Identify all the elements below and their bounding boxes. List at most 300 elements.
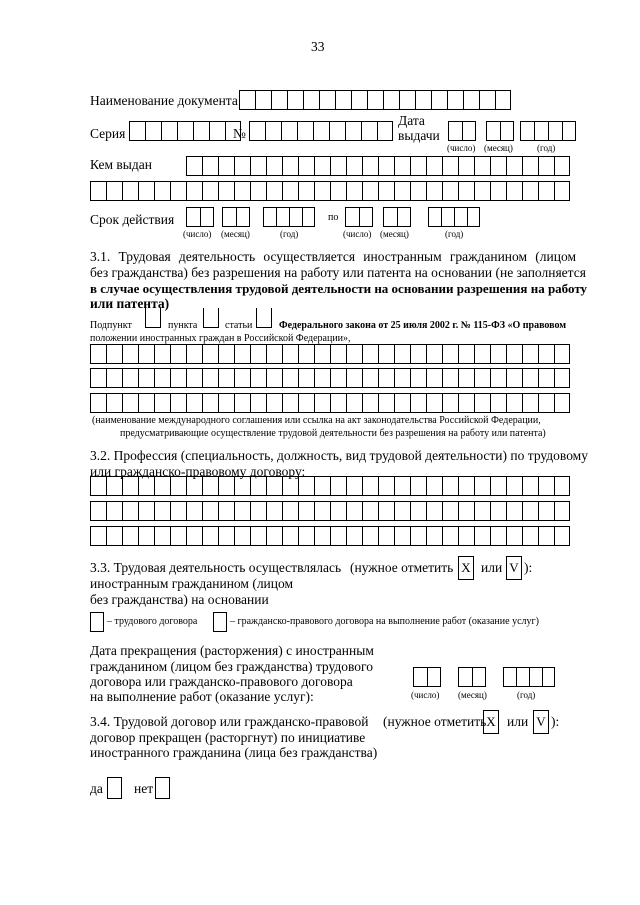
char-cell[interactable] xyxy=(346,368,362,388)
char-cell[interactable] xyxy=(138,476,154,496)
char-cell[interactable] xyxy=(345,207,359,227)
char-cell[interactable] xyxy=(298,181,314,201)
char-cell[interactable] xyxy=(442,368,458,388)
char-cell[interactable] xyxy=(554,181,570,201)
char-cell[interactable] xyxy=(186,393,202,413)
char-cell[interactable] xyxy=(486,121,500,141)
char-cell[interactable] xyxy=(129,121,145,141)
char-cell[interactable] xyxy=(287,90,303,110)
char-cell[interactable] xyxy=(122,501,138,521)
char-cell[interactable] xyxy=(394,156,410,176)
char-cell[interactable] xyxy=(186,501,202,521)
char-cell[interactable] xyxy=(106,344,122,364)
char-cell[interactable] xyxy=(170,181,186,201)
char-cell[interactable] xyxy=(562,121,576,141)
char-cell[interactable] xyxy=(522,368,538,388)
char-cell[interactable] xyxy=(458,667,472,687)
char-cell[interactable] xyxy=(298,393,314,413)
char-cell[interactable] xyxy=(362,368,378,388)
char-cell[interactable] xyxy=(202,181,218,201)
termination-year-cells[interactable] xyxy=(503,667,555,687)
char-cell[interactable] xyxy=(410,344,426,364)
char-cell[interactable] xyxy=(202,156,218,176)
char-cell[interactable] xyxy=(490,181,506,201)
char-cell[interactable] xyxy=(490,393,506,413)
char-cell[interactable] xyxy=(529,667,542,687)
char-cell[interactable] xyxy=(383,90,399,110)
char-cell[interactable] xyxy=(426,368,442,388)
s32-cells-2[interactable] xyxy=(90,501,570,521)
char-cell[interactable] xyxy=(394,393,410,413)
char-cell[interactable] xyxy=(122,393,138,413)
issue-year-cells[interactable] xyxy=(520,121,576,141)
char-cell[interactable] xyxy=(554,526,570,546)
char-cell[interactable] xyxy=(298,156,314,176)
char-cell[interactable] xyxy=(202,501,218,521)
char-cell[interactable] xyxy=(495,90,511,110)
char-cell[interactable] xyxy=(276,207,289,227)
char-cell[interactable] xyxy=(458,526,474,546)
char-cell[interactable] xyxy=(428,207,441,227)
char-cell[interactable] xyxy=(303,90,319,110)
char-cell[interactable] xyxy=(282,344,298,364)
char-cell[interactable] xyxy=(367,90,383,110)
char-cell[interactable] xyxy=(154,181,170,201)
char-cell[interactable] xyxy=(263,207,276,227)
char-cell[interactable] xyxy=(154,344,170,364)
s31-cells-3[interactable] xyxy=(90,393,570,413)
char-cell[interactable] xyxy=(106,368,122,388)
char-cell[interactable] xyxy=(490,156,506,176)
char-cell[interactable] xyxy=(161,121,177,141)
char-cell[interactable] xyxy=(346,181,362,201)
char-cell[interactable] xyxy=(462,121,476,141)
char-cell[interactable] xyxy=(154,526,170,546)
char-cell[interactable] xyxy=(200,207,214,227)
char-cell[interactable] xyxy=(218,156,234,176)
number-cells[interactable] xyxy=(249,121,393,141)
char-cell[interactable] xyxy=(302,207,315,227)
char-cell[interactable] xyxy=(534,121,548,141)
char-cell[interactable] xyxy=(330,344,346,364)
char-cell[interactable] xyxy=(266,368,282,388)
char-cell[interactable] xyxy=(490,526,506,546)
char-cell[interactable] xyxy=(319,90,335,110)
char-cell[interactable] xyxy=(266,181,282,201)
char-cell[interactable] xyxy=(522,476,538,496)
char-cell[interactable] xyxy=(193,121,209,141)
char-cell[interactable] xyxy=(458,368,474,388)
char-cell[interactable] xyxy=(106,181,122,201)
termination-day-cells[interactable] xyxy=(413,667,441,687)
char-cell[interactable] xyxy=(413,667,427,687)
char-cell[interactable] xyxy=(106,476,122,496)
char-cell[interactable] xyxy=(503,667,516,687)
char-cell[interactable] xyxy=(448,121,462,141)
char-cell[interactable] xyxy=(538,344,554,364)
char-cell[interactable] xyxy=(474,344,490,364)
char-cell[interactable] xyxy=(218,476,234,496)
char-cell[interactable] xyxy=(394,368,410,388)
char-cell[interactable] xyxy=(362,344,378,364)
char-cell[interactable] xyxy=(394,344,410,364)
char-cell[interactable] xyxy=(474,368,490,388)
char-cell[interactable] xyxy=(202,344,218,364)
char-cell[interactable] xyxy=(330,476,346,496)
char-cell[interactable] xyxy=(90,393,106,413)
char-cell[interactable] xyxy=(431,90,447,110)
char-cell[interactable] xyxy=(298,368,314,388)
char-cell[interactable] xyxy=(538,501,554,521)
char-cell[interactable] xyxy=(218,526,234,546)
char-cell[interactable] xyxy=(330,368,346,388)
char-cell[interactable] xyxy=(234,181,250,201)
char-cell[interactable] xyxy=(506,476,522,496)
char-cell[interactable] xyxy=(330,526,346,546)
char-cell[interactable] xyxy=(410,181,426,201)
char-cell[interactable] xyxy=(314,501,330,521)
char-cell[interactable] xyxy=(538,368,554,388)
char-cell[interactable] xyxy=(474,526,490,546)
char-cell[interactable] xyxy=(202,526,218,546)
char-cell[interactable] xyxy=(554,393,570,413)
char-cell[interactable] xyxy=(394,476,410,496)
char-cell[interactable] xyxy=(410,526,426,546)
s31-cells-1[interactable] xyxy=(90,344,570,364)
char-cell[interactable] xyxy=(335,90,351,110)
char-cell[interactable] xyxy=(427,667,441,687)
termination-month-cells[interactable] xyxy=(458,667,486,687)
char-cell[interactable] xyxy=(266,501,282,521)
char-cell[interactable] xyxy=(281,121,297,141)
char-cell[interactable] xyxy=(218,344,234,364)
char-cell[interactable] xyxy=(90,344,106,364)
char-cell[interactable] xyxy=(506,368,522,388)
char-cell[interactable] xyxy=(442,181,458,201)
valid-to-day-cells[interactable] xyxy=(345,207,373,227)
char-cell[interactable] xyxy=(394,526,410,546)
char-cell[interactable] xyxy=(474,181,490,201)
char-cell[interactable] xyxy=(234,368,250,388)
char-cell[interactable] xyxy=(186,476,202,496)
char-cell[interactable] xyxy=(266,156,282,176)
char-cell[interactable] xyxy=(442,476,458,496)
char-cell[interactable] xyxy=(362,501,378,521)
char-cell[interactable] xyxy=(298,526,314,546)
char-cell[interactable] xyxy=(548,121,562,141)
char-cell[interactable] xyxy=(426,181,442,201)
char-cell[interactable] xyxy=(538,181,554,201)
series-cells[interactable] xyxy=(129,121,241,141)
char-cell[interactable] xyxy=(314,344,330,364)
char-cell[interactable] xyxy=(458,181,474,201)
char-cell[interactable] xyxy=(282,476,298,496)
char-cell[interactable] xyxy=(186,181,202,201)
char-cell[interactable] xyxy=(330,501,346,521)
char-cell[interactable] xyxy=(490,476,506,496)
char-cell[interactable] xyxy=(138,368,154,388)
char-cell[interactable] xyxy=(154,476,170,496)
char-cell[interactable] xyxy=(282,368,298,388)
char-cell[interactable] xyxy=(145,121,161,141)
char-cell[interactable] xyxy=(490,368,506,388)
yes-checkbox[interactable] xyxy=(107,777,122,799)
char-cell[interactable] xyxy=(314,156,330,176)
char-cell[interactable] xyxy=(426,476,442,496)
char-cell[interactable] xyxy=(186,368,202,388)
char-cell[interactable] xyxy=(218,368,234,388)
char-cell[interactable] xyxy=(122,476,138,496)
char-cell[interactable] xyxy=(314,368,330,388)
char-cell[interactable] xyxy=(410,501,426,521)
char-cell[interactable] xyxy=(554,368,570,388)
char-cell[interactable] xyxy=(266,393,282,413)
char-cell[interactable] xyxy=(426,393,442,413)
valid-from-day-cells[interactable] xyxy=(186,207,214,227)
labor-contract-checkbox[interactable] xyxy=(90,612,104,632)
char-cell[interactable] xyxy=(522,526,538,546)
issued-by-cells-2[interactable] xyxy=(90,181,570,201)
char-cell[interactable] xyxy=(351,90,367,110)
char-cell[interactable] xyxy=(490,501,506,521)
char-cell[interactable] xyxy=(538,476,554,496)
char-cell[interactable] xyxy=(209,121,225,141)
char-cell[interactable] xyxy=(454,207,467,227)
char-cell[interactable] xyxy=(218,181,234,201)
char-cell[interactable] xyxy=(378,344,394,364)
char-cell[interactable] xyxy=(122,181,138,201)
char-cell[interactable] xyxy=(542,667,555,687)
char-cell[interactable] xyxy=(346,393,362,413)
char-cell[interactable] xyxy=(554,156,570,176)
issued-by-cells-1[interactable] xyxy=(186,156,570,176)
char-cell[interactable] xyxy=(554,501,570,521)
char-cell[interactable] xyxy=(282,393,298,413)
char-cell[interactable] xyxy=(234,526,250,546)
char-cell[interactable] xyxy=(250,393,266,413)
char-cell[interactable] xyxy=(410,156,426,176)
char-cell[interactable] xyxy=(218,393,234,413)
char-cell[interactable] xyxy=(106,393,122,413)
doc-name-cells[interactable] xyxy=(239,90,511,110)
char-cell[interactable] xyxy=(314,393,330,413)
char-cell[interactable] xyxy=(250,476,266,496)
char-cell[interactable] xyxy=(170,526,186,546)
char-cell[interactable] xyxy=(346,476,362,496)
char-cell[interactable] xyxy=(447,90,463,110)
char-cell[interactable] xyxy=(313,121,329,141)
char-cell[interactable] xyxy=(154,393,170,413)
char-cell[interactable] xyxy=(362,181,378,201)
char-cell[interactable] xyxy=(458,476,474,496)
char-cell[interactable] xyxy=(282,501,298,521)
char-cell[interactable] xyxy=(538,156,554,176)
char-cell[interactable] xyxy=(170,393,186,413)
char-cell[interactable] xyxy=(394,181,410,201)
char-cell[interactable] xyxy=(298,501,314,521)
char-cell[interactable] xyxy=(378,501,394,521)
char-cell[interactable] xyxy=(282,181,298,201)
char-cell[interactable] xyxy=(234,393,250,413)
char-cell[interactable] xyxy=(250,181,266,201)
char-cell[interactable] xyxy=(442,526,458,546)
char-cell[interactable] xyxy=(271,90,287,110)
char-cell[interactable] xyxy=(154,368,170,388)
char-cell[interactable] xyxy=(122,368,138,388)
char-cell[interactable] xyxy=(538,393,554,413)
char-cell[interactable] xyxy=(250,156,266,176)
char-cell[interactable] xyxy=(442,393,458,413)
char-cell[interactable] xyxy=(298,476,314,496)
char-cell[interactable] xyxy=(520,121,534,141)
char-cell[interactable] xyxy=(378,526,394,546)
char-cell[interactable] xyxy=(122,344,138,364)
char-cell[interactable] xyxy=(378,476,394,496)
char-cell[interactable] xyxy=(522,393,538,413)
char-cell[interactable] xyxy=(266,344,282,364)
char-cell[interactable] xyxy=(186,344,202,364)
char-cell[interactable] xyxy=(377,121,393,141)
char-cell[interactable] xyxy=(410,368,426,388)
char-cell[interactable] xyxy=(138,344,154,364)
char-cell[interactable] xyxy=(314,476,330,496)
char-cell[interactable] xyxy=(362,526,378,546)
char-cell[interactable] xyxy=(506,344,522,364)
char-cell[interactable] xyxy=(202,476,218,496)
char-cell[interactable] xyxy=(472,667,486,687)
char-cell[interactable] xyxy=(314,526,330,546)
char-cell[interactable] xyxy=(474,501,490,521)
valid-to-year-cells[interactable] xyxy=(428,207,480,227)
char-cell[interactable] xyxy=(90,368,106,388)
char-cell[interactable] xyxy=(234,344,250,364)
char-cell[interactable] xyxy=(362,156,378,176)
char-cell[interactable] xyxy=(250,368,266,388)
char-cell[interactable] xyxy=(474,156,490,176)
char-cell[interactable] xyxy=(170,501,186,521)
char-cell[interactable] xyxy=(234,156,250,176)
char-cell[interactable] xyxy=(138,393,154,413)
char-cell[interactable] xyxy=(154,501,170,521)
char-cell[interactable] xyxy=(516,667,529,687)
no-checkbox[interactable] xyxy=(155,777,170,799)
char-cell[interactable] xyxy=(138,181,154,201)
char-cell[interactable] xyxy=(399,90,415,110)
char-cell[interactable] xyxy=(282,526,298,546)
char-cell[interactable] xyxy=(397,207,411,227)
article-field[interactable] xyxy=(256,308,272,328)
char-cell[interactable] xyxy=(289,207,302,227)
char-cell[interactable] xyxy=(346,501,362,521)
char-cell[interactable] xyxy=(458,501,474,521)
s32-cells-3[interactable] xyxy=(90,526,570,546)
char-cell[interactable] xyxy=(330,393,346,413)
char-cell[interactable] xyxy=(442,501,458,521)
char-cell[interactable] xyxy=(138,526,154,546)
issue-day-cells[interactable] xyxy=(448,121,476,141)
char-cell[interactable] xyxy=(554,476,570,496)
char-cell[interactable] xyxy=(234,476,250,496)
s31-cells-2[interactable] xyxy=(90,368,570,388)
char-cell[interactable] xyxy=(479,90,495,110)
valid-from-month-cells[interactable] xyxy=(222,207,250,227)
char-cell[interactable] xyxy=(506,393,522,413)
char-cell[interactable] xyxy=(106,501,122,521)
char-cell[interactable] xyxy=(458,156,474,176)
char-cell[interactable] xyxy=(202,393,218,413)
char-cell[interactable] xyxy=(106,526,122,546)
char-cell[interactable] xyxy=(554,344,570,364)
char-cell[interactable] xyxy=(506,181,522,201)
char-cell[interactable] xyxy=(266,476,282,496)
char-cell[interactable] xyxy=(442,344,458,364)
char-cell[interactable] xyxy=(346,156,362,176)
char-cell[interactable] xyxy=(522,181,538,201)
char-cell[interactable] xyxy=(346,526,362,546)
valid-from-year-cells[interactable] xyxy=(263,207,315,227)
char-cell[interactable] xyxy=(222,207,236,227)
char-cell[interactable] xyxy=(255,90,271,110)
char-cell[interactable] xyxy=(522,156,538,176)
civil-contract-checkbox[interactable] xyxy=(213,612,227,632)
char-cell[interactable] xyxy=(250,526,266,546)
char-cell[interactable] xyxy=(463,90,479,110)
char-cell[interactable] xyxy=(249,121,265,141)
char-cell[interactable] xyxy=(314,181,330,201)
char-cell[interactable] xyxy=(266,526,282,546)
char-cell[interactable] xyxy=(458,344,474,364)
char-cell[interactable] xyxy=(442,156,458,176)
char-cell[interactable] xyxy=(426,526,442,546)
char-cell[interactable] xyxy=(234,501,250,521)
char-cell[interactable] xyxy=(378,368,394,388)
subitem-field[interactable] xyxy=(145,308,161,328)
char-cell[interactable] xyxy=(415,90,431,110)
char-cell[interactable] xyxy=(506,501,522,521)
valid-to-month-cells[interactable] xyxy=(383,207,411,227)
char-cell[interactable] xyxy=(170,368,186,388)
char-cell[interactable] xyxy=(330,181,346,201)
char-cell[interactable] xyxy=(410,476,426,496)
char-cell[interactable] xyxy=(359,207,373,227)
s32-cells-1[interactable] xyxy=(90,476,570,496)
char-cell[interactable] xyxy=(297,121,313,141)
char-cell[interactable] xyxy=(441,207,454,227)
char-cell[interactable] xyxy=(458,393,474,413)
char-cell[interactable] xyxy=(500,121,514,141)
char-cell[interactable] xyxy=(426,156,442,176)
issue-month-cells[interactable] xyxy=(486,121,514,141)
char-cell[interactable] xyxy=(394,501,410,521)
char-cell[interactable] xyxy=(250,344,266,364)
char-cell[interactable] xyxy=(330,156,346,176)
char-cell[interactable] xyxy=(265,121,281,141)
char-cell[interactable] xyxy=(239,90,255,110)
char-cell[interactable] xyxy=(383,207,397,227)
item-field[interactable] xyxy=(203,308,219,328)
char-cell[interactable] xyxy=(490,344,506,364)
char-cell[interactable] xyxy=(538,526,554,546)
char-cell[interactable] xyxy=(362,476,378,496)
char-cell[interactable] xyxy=(474,393,490,413)
char-cell[interactable] xyxy=(426,501,442,521)
char-cell[interactable] xyxy=(467,207,480,227)
char-cell[interactable] xyxy=(170,344,186,364)
char-cell[interactable] xyxy=(186,207,200,227)
char-cell[interactable] xyxy=(218,501,234,521)
char-cell[interactable] xyxy=(250,501,266,521)
char-cell[interactable] xyxy=(378,393,394,413)
